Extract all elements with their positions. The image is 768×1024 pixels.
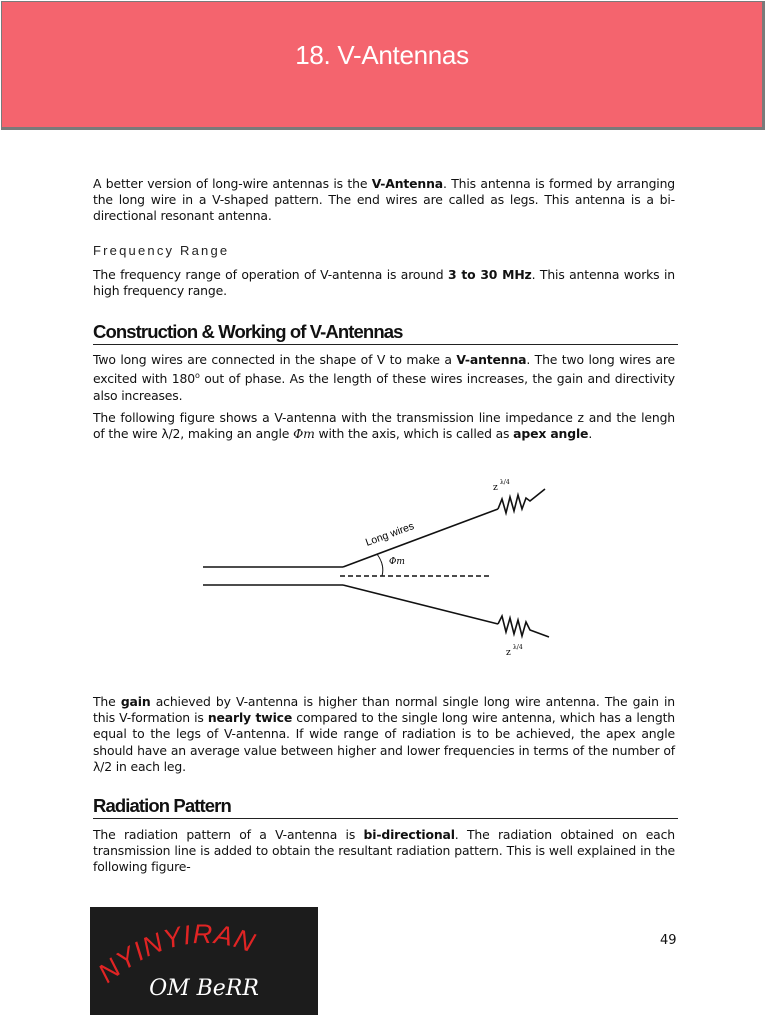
construction-heading: Construction & Working of V-Antennas: [93, 321, 678, 345]
publisher-logo: [90, 907, 318, 1015]
angle-label: Φm: [389, 557, 405, 567]
v-antenna-figure: [195, 462, 565, 667]
frequency-paragraph: The frequency range of operation of V-antenna is around 3 to 30 MHz. This antenna works in high frequency range.: [93, 267, 675, 299]
construction-paragraph-1: Two long wires are connected in the shape of V to make a V-antenna. The two long wires are excited with 180$^o$ out of phase. As the length of these wires increases, the gain and directivity also increases.: [93, 352, 676, 403]
lambda-bottom-label: λ/4: [513, 644, 523, 651]
chapter-banner: [1, 1, 765, 130]
z-top-label: z: [493, 483, 498, 493]
radiation-heading: Radiation Pattern: [93, 795, 678, 819]
radiation-paragraph: The radiation pattern of a V-antenna is bi-directional. The radiation obtained on each transmission line is added to obtain the resultant radiation pattern. This is well explained in the following figure-: [93, 827, 675, 875]
frequency-range-heading: Frequency Range: [93, 243, 230, 258]
upper-impedance-zigzag: [498, 489, 545, 513]
lower-impedance-zigzag: [498, 616, 549, 637]
intro-paragraph: A better version of long-wire antennas is the V-Antenna. This antenna is formed by arranging the long wire in a V-shaped pattern. The end wires are called as legs. This antenna is a bi-directional resonant antenna.: [93, 176, 676, 224]
construction-paragraph-2: The following figure shows a V-antenna with the transmission line impedance z and the lengh of the wire λ/2, making an angle Φm with the axis, which is called as apex angle.: [93, 410, 675, 442]
long-wires-label: Long wires: [363, 520, 416, 549]
apex-angle-arc: [377, 554, 383, 576]
logo-text-line2: OM BeRR: [149, 976, 259, 1001]
z-bottom-label: z: [506, 648, 511, 658]
logo-art: [90, 907, 318, 1015]
gain-paragraph: The gain achieved by V-antenna is higher than normal single long wire antenna. The gain in this V-formation is nearly twice compared to the single long wire antenna, which has a length equal to the legs of V-antenna. If wide range of radiation is to be achieved, the apex angle should have an average value between higher and lower frequencies in terms of the number of λ/2 in each leg.: [93, 694, 675, 774]
lambda-top-label: λ/4: [500, 479, 510, 486]
lower-leg-wire: [343, 585, 498, 624]
chapter-title: 18. V-Antennas: [295, 40, 469, 70]
page-number: 49: [660, 933, 677, 948]
logo-text-line1: NYINYIRAN: [92, 918, 260, 989]
